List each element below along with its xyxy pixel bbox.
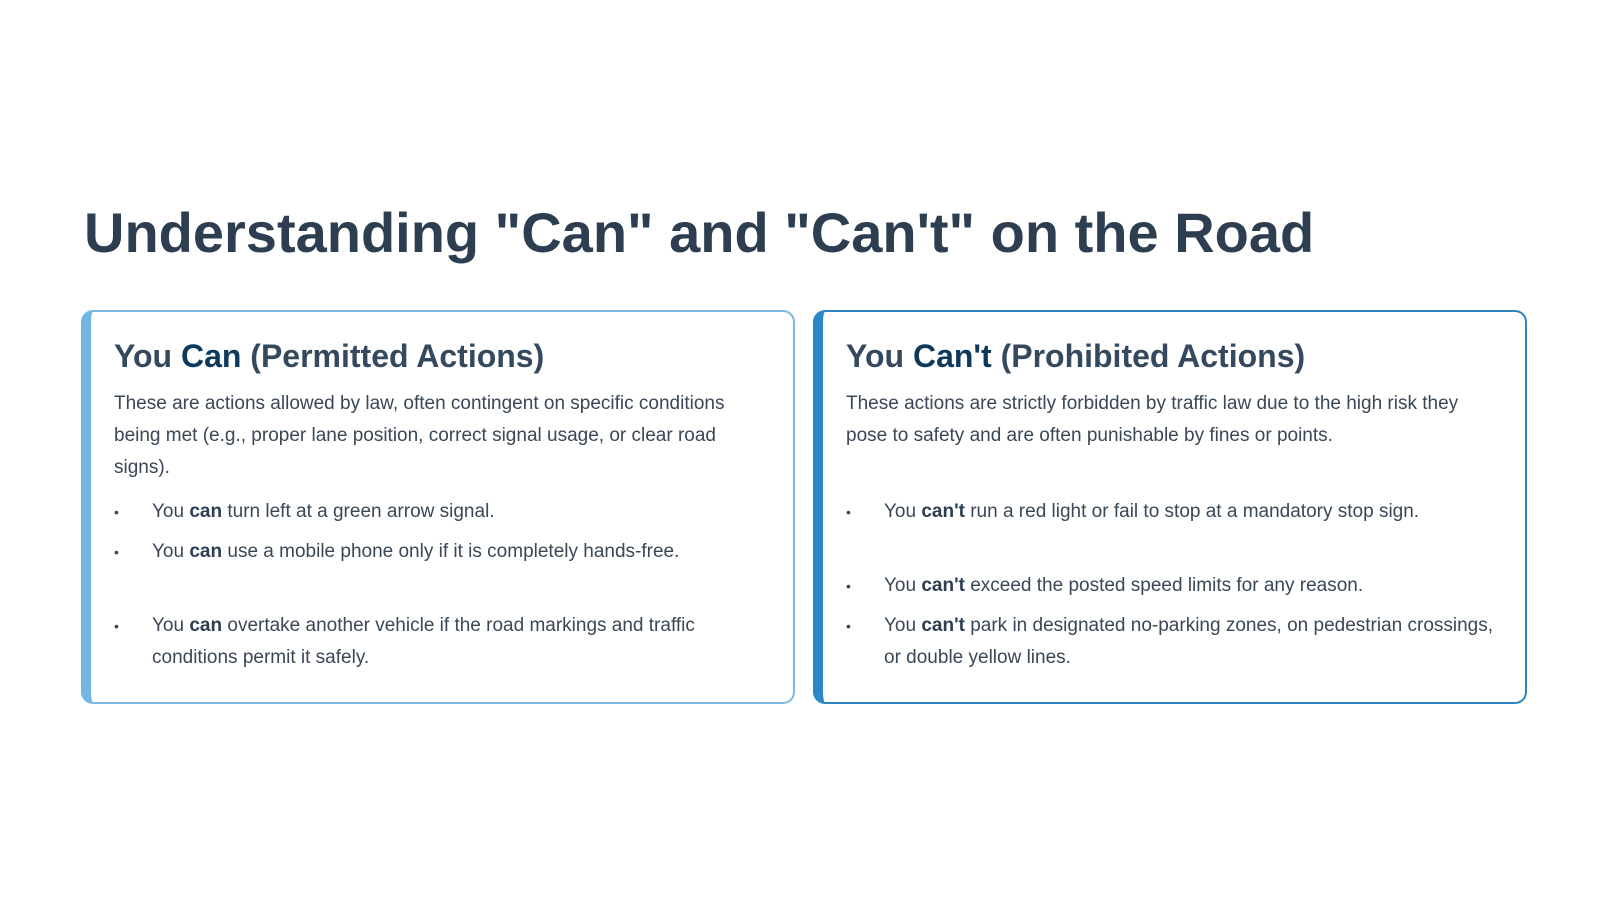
- bullet-icon: •: [846, 504, 851, 520]
- item-keyword: can't: [921, 615, 965, 636]
- list-item: [114, 496, 765, 528]
- bullet-icon: •: [846, 618, 851, 634]
- item-keyword: can: [189, 541, 223, 562]
- item-text: use a mobile phone only if it is completely hands-free.: [222, 541, 680, 562]
- item-keyword: can't: [921, 501, 965, 522]
- item-keyword: can: [189, 615, 223, 636]
- prohibited-actions-list: [846, 496, 1497, 674]
- item-prefix: You: [152, 501, 190, 522]
- list-item: [846, 496, 1497, 528]
- page-title: Understanding "Can" and "Can't" on the Road: [84, 201, 1315, 264]
- bullet-icon: •: [114, 544, 119, 560]
- heading-keyword: Can: [180, 338, 242, 374]
- item-prefix: You: [884, 575, 922, 596]
- item-prefix: You: [152, 541, 190, 562]
- item-keyword: can: [189, 501, 223, 522]
- heading-prefix: You: [114, 338, 181, 374]
- item-text: run a red light or fail to stop at a mandatory stop sign.: [964, 501, 1420, 522]
- item-keyword: can't: [921, 575, 965, 596]
- bullet-icon: •: [846, 578, 851, 594]
- list-item: [114, 536, 765, 568]
- item-prefix: You: [884, 501, 922, 522]
- prohibited-actions-card: [813, 310, 1527, 704]
- item-text: turn left at a green arrow signal.: [222, 501, 495, 522]
- item-prefix: You: [884, 615, 922, 636]
- permitted-actions-list: [114, 496, 765, 674]
- heading-suffix: (Permitted Actions): [241, 338, 545, 374]
- list-item: [114, 610, 765, 674]
- bullet-icon: •: [114, 618, 119, 634]
- list-item: [846, 610, 1497, 674]
- heading-prefix: You: [846, 338, 913, 374]
- item-text: overtake another vehicle if the road markings and traffic conditions permit it safely.: [152, 615, 695, 668]
- permitted-actions-card: [81, 310, 795, 704]
- item-text: exceed the posted speed limits for any reason.: [964, 575, 1364, 596]
- bullet-icon: •: [114, 504, 119, 520]
- list-item: [846, 570, 1497, 602]
- prohibited-actions-heading: [846, 336, 1497, 376]
- item-prefix: You: [152, 615, 190, 636]
- heading-suffix: (Prohibited Actions): [991, 338, 1306, 374]
- heading-keyword: Can't: [912, 338, 992, 374]
- permitted-actions-heading: [114, 336, 765, 376]
- item-text: park in designated no-parking zones, on pedestrian crossings, or double yellow lines.: [884, 615, 1494, 668]
- permitted-actions-description: These are actions allowed by law, often contingent on specific conditions being met (e.g., proper lane position, correct signal usage, or clear road signs).: [114, 393, 725, 478]
- prohibited-actions-description: These actions are strictly forbidden by traffic law due to the high risk they pose to safety and are often punishable by fines or points.: [846, 393, 1459, 446]
